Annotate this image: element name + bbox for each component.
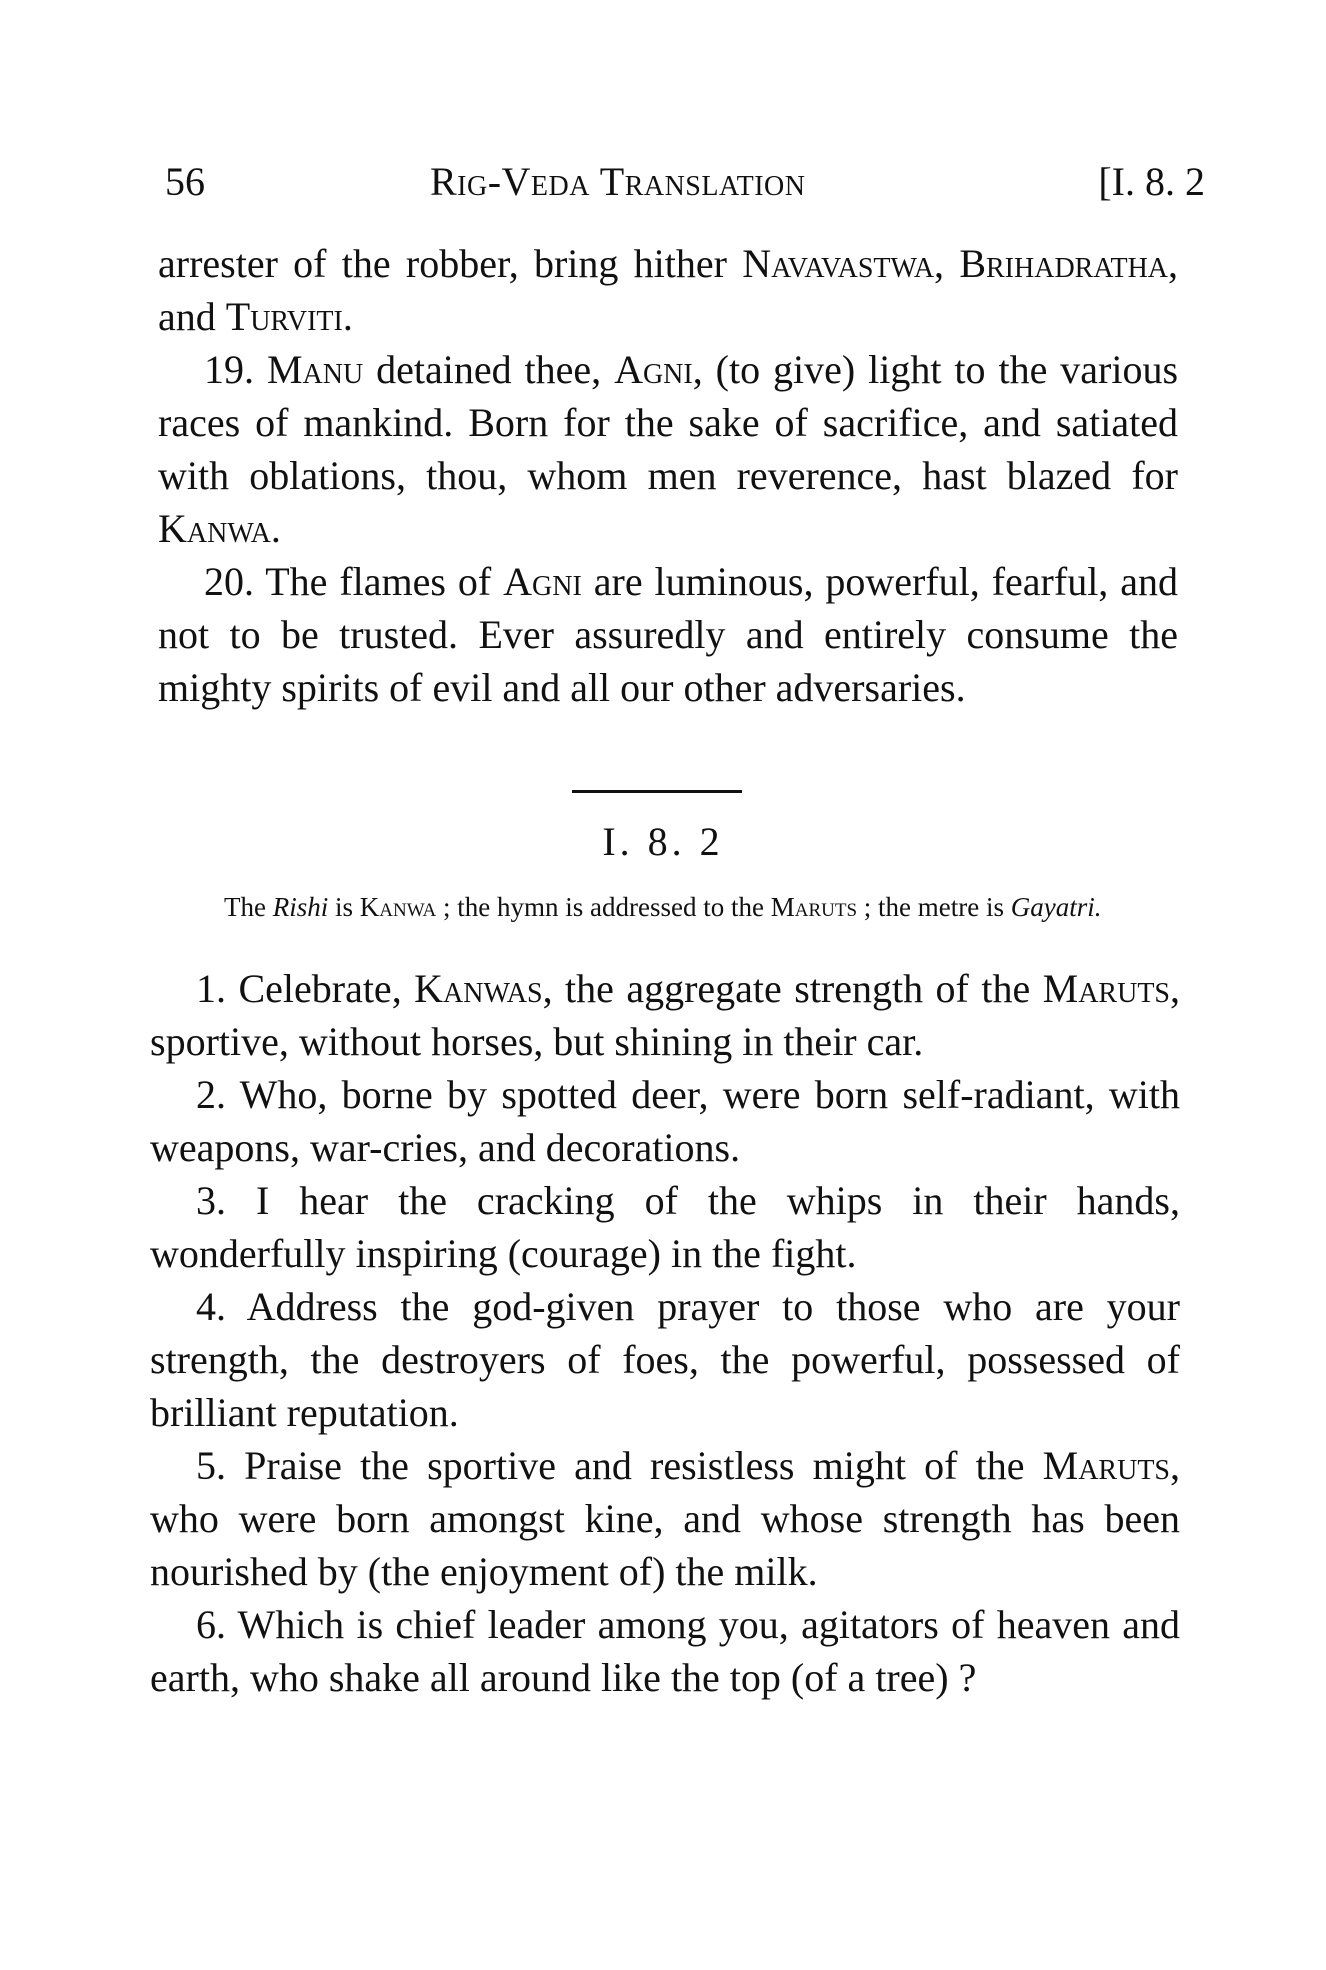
text-span: ; the hymn is addressed to the — [436, 892, 771, 922]
text-span: Celebrate, — [226, 966, 415, 1011]
text-span: The flames of — [254, 559, 504, 604]
verse-number: 4. — [196, 1284, 226, 1329]
verse-number: 5. — [196, 1443, 226, 1488]
text-span: Which is chief leader among you, agitators of heaven and earth, who shake all around like the top (of a tree) ? — [150, 1602, 1180, 1700]
text-span: who were born amongst kine, and whose strength has been nourished by (the enjoyment of) the milk. — [150, 1496, 1180, 1594]
text-span: is — [328, 892, 360, 922]
verse-2 — [150, 1068, 1180, 1174]
text-span: Address the god-given prayer to those who are your strength, the destroyers of foes, the powerful, possessed of brilliant reputation. — [150, 1284, 1180, 1435]
text-span: The — [224, 892, 273, 922]
text-span: I hear the cracking of the whips in their hands, wonderfully inspiring (courage) in the fight. — [150, 1178, 1180, 1276]
text-span: the aggregate strength of the — [552, 966, 1043, 1011]
verse-3 — [150, 1174, 1180, 1280]
proper-name: Manu — [266, 347, 364, 392]
proper-name: Turviti. — [225, 294, 353, 339]
text-span: (to give) light to the various races of mankind. Born for the sake of sacrifice, and satiated with oblations, thou, whom men reverence, hast blazed for — [158, 347, 1179, 498]
text-span — [944, 241, 959, 286]
text-span: and — [158, 294, 226, 339]
proper-name: Kanwa — [359, 892, 437, 922]
proper-name: Brihadratha, — [959, 241, 1179, 286]
rishi-term: Rishi — [272, 892, 329, 922]
verse-4 — [150, 1280, 1180, 1439]
text-span: Who, borne by spotted deer, were born self-radiant, with weapons, war-cries, and decorations. — [150, 1072, 1180, 1170]
text-span: Praise the sportive and resistless might of the — [226, 1443, 1043, 1488]
section-reference: [I. 8. 2 — [1098, 159, 1205, 204]
section-divider — [572, 790, 742, 793]
verse-number: 3. — [196, 1178, 226, 1223]
verse-number: 6. — [196, 1602, 226, 1647]
verse-6 — [150, 1598, 1180, 1704]
verse-18-continuation — [158, 237, 1178, 343]
hymn-introduction — [152, 888, 1177, 926]
text-span: arrester of the robber, bring hither — [158, 241, 743, 286]
text-span: are luminous, powerful, fearful, and not to be trusted. Ever assuredly and entirely consume the mighty spirits of evil and all our other adversaries. — [158, 559, 1178, 710]
verse-1 — [150, 962, 1180, 1068]
proper-name: Maruts, — [1042, 966, 1180, 1011]
hymn-verses — [150, 962, 1180, 1704]
proper-name: Navavastwa, — [742, 241, 945, 286]
section-heading: I. 8. 2 — [602, 819, 724, 864]
proper-name: Kanwa. — [158, 506, 281, 551]
page-number: 56 — [165, 159, 205, 204]
verse-number: 19. — [204, 347, 254, 392]
proper-name: Agni, — [614, 347, 703, 392]
metre-name: Gayatri. — [1010, 892, 1102, 922]
text-span: ; the metre is — [857, 892, 1011, 922]
verse-number: 2. — [196, 1072, 226, 1117]
proper-name: Kanwas, — [414, 966, 553, 1011]
proper-name: Maruts — [770, 892, 858, 922]
verse-number: 20. — [204, 559, 254, 604]
proper-name: Maruts, — [1042, 1443, 1180, 1488]
proper-name: Agni — [503, 559, 582, 604]
verse-19 — [158, 343, 1178, 555]
text-span: detained thee, — [363, 347, 615, 392]
verse-number: 1. — [196, 966, 226, 1011]
running-title: Rig-Veda Translation — [430, 159, 806, 204]
verse-5 — [150, 1439, 1180, 1598]
verse-20 — [158, 555, 1178, 714]
running-head — [165, 158, 1205, 208]
text-span: sportive, without horses, but shining in their car. — [150, 1019, 924, 1064]
continuation-text — [158, 237, 1178, 714]
